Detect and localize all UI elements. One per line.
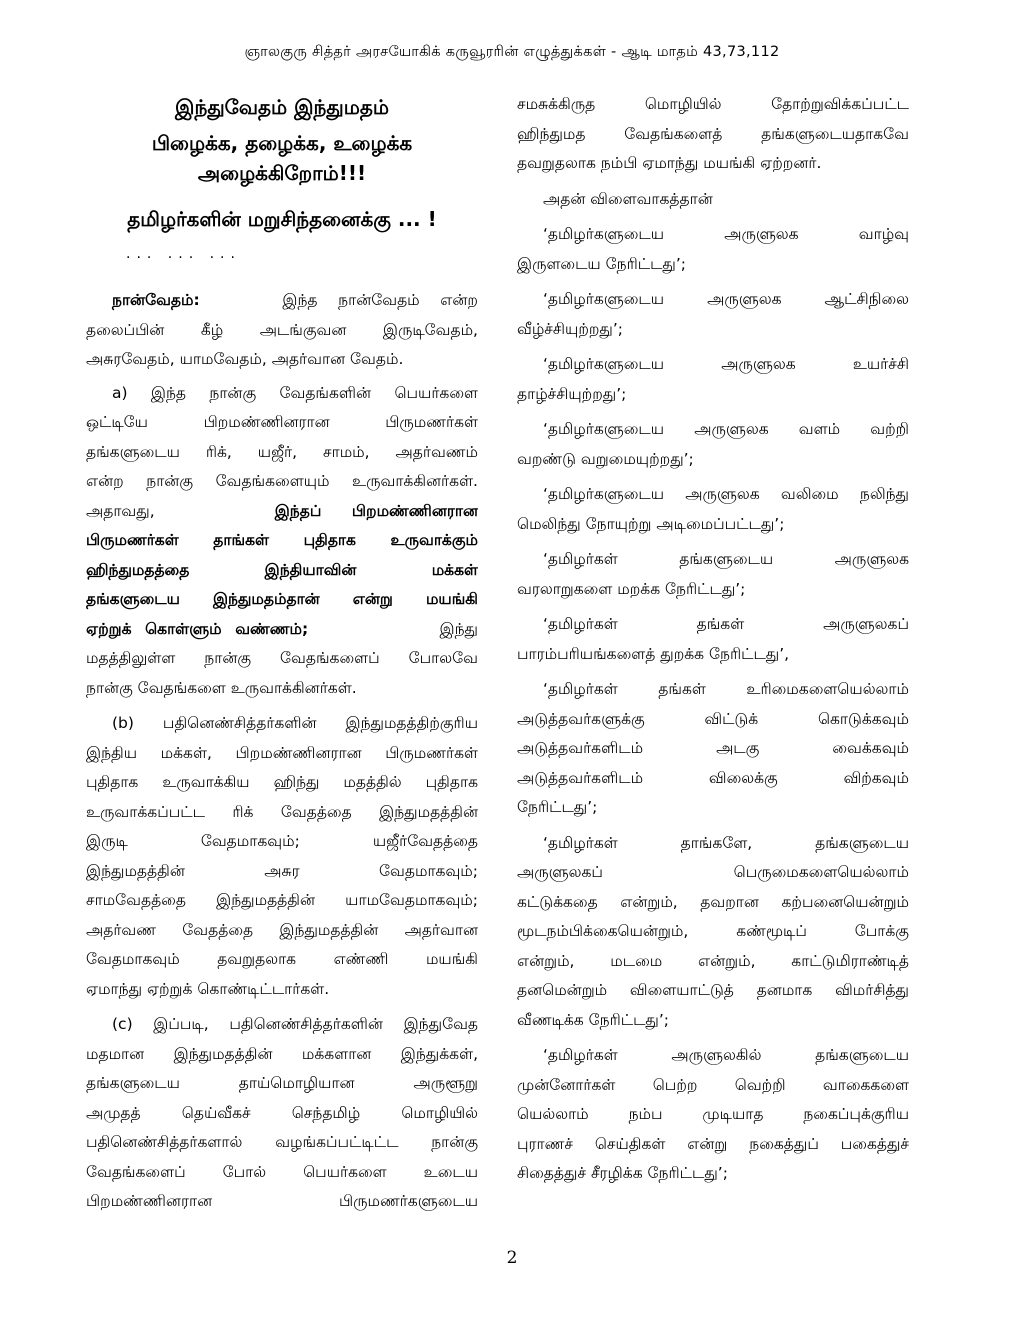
text-line: (c) இப்படி, பதினெண்சித்தர்களின் இந்துவேத bbox=[112, 1015, 478, 1033]
paragraph-ancestors bbox=[517, 1041, 909, 1189]
title-line-1: இந்துவேதம் இந்துமதம் bbox=[175, 95, 389, 119]
paragraph-a bbox=[86, 379, 478, 704]
text-line: புராணச் செய்திகள் என்று நகைத்துப் பகைத்துச் bbox=[517, 1134, 909, 1153]
text-line: மதமான இந்துமதத்தின் மக்களான இந்துக்கள், bbox=[86, 1044, 478, 1063]
text-line: நேரிட்டது’; bbox=[517, 798, 598, 816]
text-line: மதத்திலுள்ள நான்கு வேதங்களைப் போலவே bbox=[86, 649, 478, 667]
text-line: பிறமண்ணினரான பிருமணர்களுடைய bbox=[86, 1192, 478, 1210]
page-number: 2 bbox=[506, 1248, 518, 1268]
bold-line: தங்களுடைய இந்துமதம்தான் என்று மயங்கி bbox=[86, 590, 478, 608]
bold-line: ஹிந்துமதத்தை இந்தியாவின் மக்கள் bbox=[86, 560, 478, 579]
text-line: ஹிந்துமத வேதங்களைத் தங்களுடையதாகவே bbox=[517, 124, 909, 143]
text-line: வீணடிக்க நேரிட்டது’; bbox=[517, 1010, 670, 1029]
paragraph-b bbox=[86, 709, 478, 1004]
consequence-item bbox=[517, 415, 909, 474]
text-line: சிதைத்துச் சீரழிக்க நேரிட்டது’; bbox=[517, 1164, 728, 1182]
text-line: அதர்வண வேதத்தை இந்துமதத்தின் அதர்வான bbox=[86, 920, 478, 939]
text-line: ‘தமிழர்களுடைய அருளுலக வளம் வற்றி bbox=[543, 420, 909, 438]
text-line: a) இந்த நான்கு வேதங்களின் பெயர்களை bbox=[112, 383, 478, 402]
text-line: தங்களுடைய தாய்மொழியான அருளூறு bbox=[86, 1074, 478, 1092]
text-line: மெலிந்து நோயுற்று அடிமைப்பட்டது’; bbox=[517, 514, 785, 533]
text-line: அமுதத் தெய்வீகச் செந்தமிழ் மொழியில் bbox=[86, 1103, 478, 1122]
text-line: முன்னோர்கள் பெற்ற வெற்றி வாகைகளை bbox=[517, 1075, 909, 1094]
text-line: அடுத்தவர்களுக்கு விட்டுக் கொடுக்கவும் bbox=[517, 709, 909, 728]
text-line: ‘தமிழர்களுடைய அருளுலக வாழ்வு bbox=[543, 225, 909, 243]
text-line: வரலாறுகளை மறக்க நேரிட்டது’; bbox=[517, 579, 746, 598]
text-line: (b) பதினெண்சித்தர்களின் இந்துமதத்திற்குரிய bbox=[112, 714, 478, 732]
text-line: வேதங்களைப் போல் பெயர்களை உடைய bbox=[86, 1162, 478, 1181]
text-line: தாழ்ச்சியுற்றது’; bbox=[517, 384, 627, 403]
paragraph-glory bbox=[517, 829, 909, 1036]
text-segment: இந்து bbox=[439, 619, 478, 638]
lead-term: நான்வேதம்: bbox=[112, 291, 200, 309]
consequence-item bbox=[517, 350, 909, 409]
running-header: ஞாலகுரு சித்தர் அரசயோகிக் கருவூரரின் எழுத்துக்கள் - ஆடி மாதம் 43,73,112 bbox=[244, 44, 780, 60]
text-line: சாமவேதத்தை இந்துமதத்தின் யாமவேதமாகவும்; bbox=[86, 891, 478, 909]
text-line: இந்துமதத்தின் அசுர வேதமாகவும்; bbox=[86, 861, 478, 880]
text-line: அருளுலகப் பெருமைகளையெல்லாம் bbox=[517, 863, 909, 881]
text-line: இந்திய மக்கள், பிறமண்ணினரான பிருமணர்கள் bbox=[86, 743, 478, 762]
title-line-3: அழைக்கிறோம்!!! bbox=[197, 161, 367, 185]
left-column bbox=[86, 90, 478, 1217]
text-line: சமசுக்கிருத மொழியில் தோற்றுவிக்கப்பட்ட bbox=[517, 95, 909, 113]
text-line: ‘தமிழர்களுடைய அருளுலக ஆட்சிநிலை bbox=[543, 290, 909, 308]
text-line bbox=[86, 286, 478, 316]
text-line: வேதமாகவும் தவறுதலாக எண்ணி மயங்கி bbox=[86, 950, 478, 968]
text-line: இருடி வேதமாகவும்; யஜீர்வேதத்தை bbox=[86, 832, 478, 850]
text-line: இருளடைய நேரிட்டது’; bbox=[517, 254, 687, 273]
text-line: தவறுதலாக நம்பி ஏமாந்து மயங்கி ஏற்றனர். bbox=[517, 154, 822, 172]
consequence-list bbox=[517, 220, 909, 669]
text-line: அசுரவேதம், யாமவேதம், அதர்வான வேதம். bbox=[86, 350, 404, 368]
text-line: ‘தமிழர்களுடைய அருளுலக வலிமை நலிந்து bbox=[543, 485, 909, 503]
text-line: மூடநம்பிக்கையென்றும், கண்மூடிப் போக்கு bbox=[517, 922, 909, 940]
text-line: அதன் விளைவாகத்தான் bbox=[543, 189, 713, 208]
paragraph-rights bbox=[517, 675, 909, 823]
text-line: ‘தமிழர்கள் தங்கள் அருளுலகப் bbox=[543, 615, 909, 633]
text-line: என்றும், மடமை என்றும், காட்டுமிராண்டித் bbox=[517, 951, 909, 970]
text-line: தலைப்பின் கீழ் அடங்குவன இருடிவேதம், bbox=[86, 320, 478, 339]
text-line: ‘தமிழர்கள் தங்கள் உரிமைகளையெல்லாம் bbox=[543, 680, 909, 698]
title-line-4: தமிழர்களின் மறுசிந்தனைக்கு ... ! bbox=[127, 207, 437, 231]
consequence-item bbox=[517, 610, 909, 669]
text-line: தங்களுடைய ரிக், யஜீர், சாமம், அதர்வணம் bbox=[86, 442, 478, 461]
text-line: அடுத்தவர்களிடம் விலைக்கு விற்கவும் bbox=[517, 768, 909, 787]
bold-line: பிருமணர்கள் தாங்கள் புதிதாக உருவாக்கும் bbox=[86, 531, 478, 549]
consequence-item bbox=[517, 480, 909, 539]
text-line: பாரம்பரியங்களைத் துறக்க நேரிட்டது’, bbox=[517, 644, 790, 663]
right-column bbox=[517, 90, 909, 1189]
text-line bbox=[86, 615, 478, 645]
paragraph-continuation bbox=[517, 90, 909, 179]
text-line: ‘தமிழர்கள் தாங்களே, தங்களுடைய bbox=[543, 833, 909, 852]
title-line-2: பிழைக்க, தழைக்க, உழைக்க bbox=[151, 131, 413, 155]
consequence-item bbox=[517, 220, 909, 279]
text-segment: இந்த நான்வேதம் என்ற bbox=[282, 291, 478, 309]
text-line: என்ற நான்கு வேதங்களையும் உருவாக்கினர்கள். bbox=[86, 472, 478, 490]
text-line: ‘தமிழர்களுடைய அருளுலக உயர்ச்சி bbox=[543, 355, 909, 373]
text-line: ஒட்டியே பிறமண்ணினரான பிருமணர்கள் bbox=[86, 413, 478, 431]
text-line: பதினெண்சித்தர்களால் வழங்கப்பட்டிட்ட நான்கு bbox=[86, 1133, 478, 1151]
consequence-item bbox=[517, 545, 909, 604]
text-line: கட்டுக்கதை என்றும், தவறான கற்பனையென்றும் bbox=[517, 892, 909, 911]
text-line: வீழ்ச்சியுற்றது’; bbox=[517, 319, 624, 338]
paragraph-c bbox=[86, 1010, 478, 1217]
text-line: தனமென்றும் விளையாட்டுத் தனமாக விமர்சித்து bbox=[517, 981, 909, 999]
consequence-item bbox=[517, 285, 909, 344]
bold-segment: ஏற்றுக் கொள்ளும் வண்ணம்; bbox=[86, 619, 309, 638]
text-line bbox=[86, 497, 478, 527]
text-line: புதிதாக உருவாக்கிய ஹிந்து மதத்தில் புதிதாக bbox=[86, 773, 478, 791]
text-segment: அதாவது, bbox=[86, 501, 155, 520]
text-line: ‘தமிழர்கள் அருளுலகில் தங்களுடைய bbox=[543, 1046, 909, 1064]
paragraph-consequence-intro bbox=[517, 185, 909, 215]
text-line: ‘தமிழர்கள் தங்களுடைய அருளுலக bbox=[543, 550, 909, 568]
text-line: ஏமாந்து ஏற்றுக் கொண்டிட்டார்கள். bbox=[86, 979, 330, 998]
ellipsis-separator: ... ... ... bbox=[126, 246, 241, 262]
text-line: வறண்டு வறுமையுற்றது’; bbox=[517, 449, 694, 468]
text-line: யெல்லாம் நம்ப முடியாத நகைப்புக்குரிய bbox=[517, 1105, 909, 1123]
text-line: அடுத்தவர்களிடம் அடகு வைக்கவும் bbox=[517, 739, 909, 757]
text-line: நான்கு வேதங்களை உருவாக்கினர்கள். bbox=[86, 678, 357, 697]
paragraph-nanvedham bbox=[86, 286, 478, 375]
text-line: உருவாக்கப்பட்ட ரிக் வேதத்தை இந்துமதத்தின் bbox=[86, 802, 478, 821]
bold-segment: இந்தப் பிறமண்ணினரான bbox=[274, 501, 478, 520]
